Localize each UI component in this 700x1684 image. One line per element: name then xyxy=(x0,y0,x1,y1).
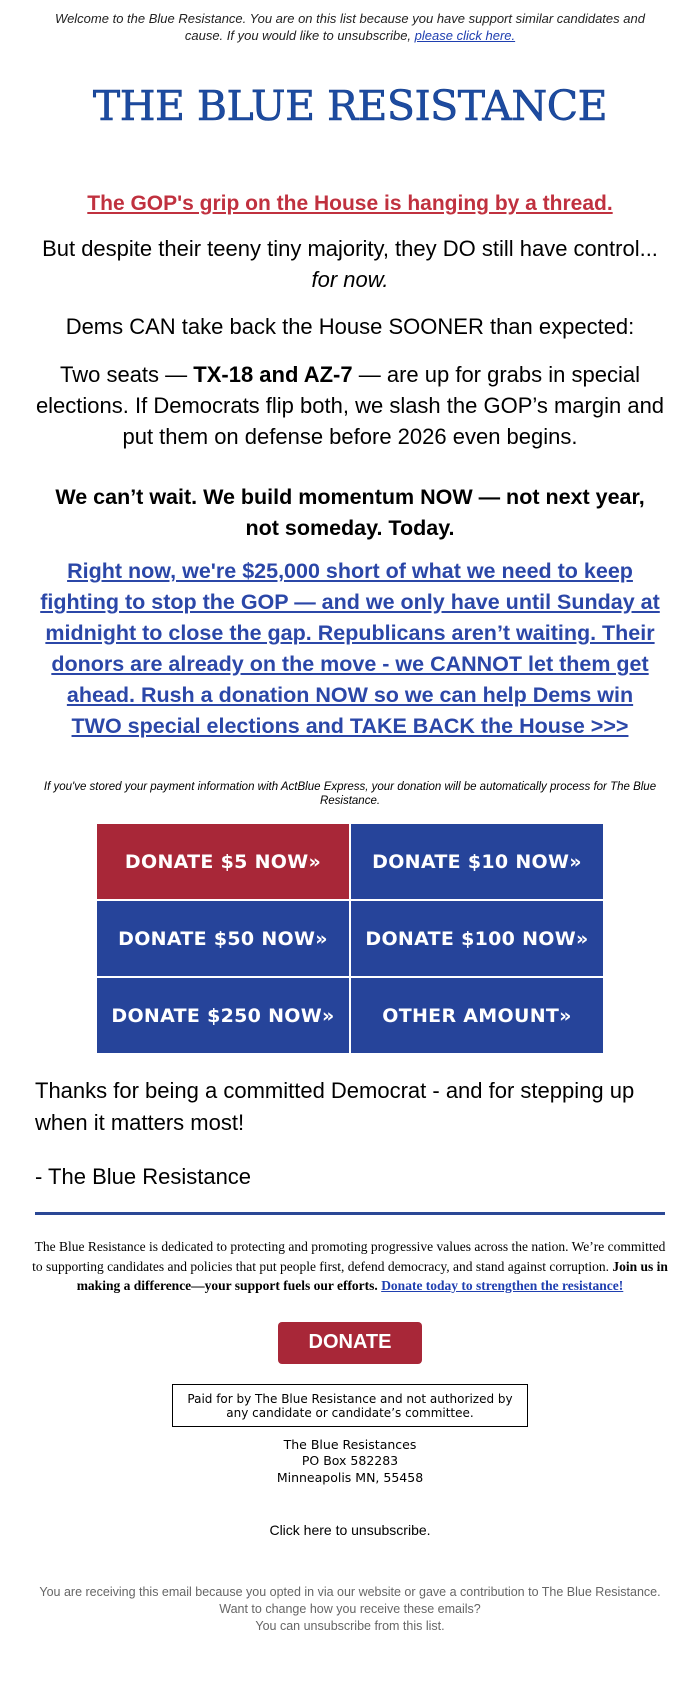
signature: - The Blue Resistance xyxy=(35,1164,252,1189)
paragraph-control-italic: for now. xyxy=(311,267,389,292)
call-to-action-text: We can’t wait. We build momentum NOW — not next year, not someday. Today. xyxy=(55,485,645,540)
donate-50-button[interactable]: DONATE $50 NOW» xyxy=(97,901,349,976)
address-line-3: Minneapolis MN, 55458 xyxy=(276,1469,424,1485)
divider xyxy=(35,1212,665,1215)
paragraph-control-main: But despite their teeny tiny majority, they DO still have control... xyxy=(42,236,658,261)
donate-10-button[interactable]: DONATE $10 NOW» xyxy=(351,824,603,899)
paragraph-control xyxy=(0,233,700,295)
donate-100-button[interactable]: DONATE $100 NOW» xyxy=(351,901,603,976)
mission-donate-link[interactable]: Donate today to strengthen the resistance! xyxy=(381,1278,624,1293)
donate-5-button[interactable]: DONATE $5 NOW» xyxy=(97,824,349,899)
footer-line-2[interactable]: You can unsubscribe from this list. xyxy=(255,1619,445,1633)
address-line-1: The Blue Resistances xyxy=(283,1436,417,1452)
address-line-2: PO Box 582283 xyxy=(301,1453,399,1468)
appeal-link[interactable]: Right now, we're $25,000 short of what we need to keep fighting to stop the GOP — and we only have until Sunday at midnight to close the gap. Republicans aren’t waiting. Their donors are already on the move - we CANNOT let them get ahead. Rush a donation NOW so we can help Dems win TWO special elections and TAKE BACK the House >>> xyxy=(40,559,660,738)
mailing-address xyxy=(0,1437,700,1487)
donate-button-grid xyxy=(97,824,603,1053)
mission-text: The Blue Resistance is dedicated to protecting and promoting progressive values across the nation. We’re committed to supporting candidates and policies that put people first, defend democracy, and stand against corruption. xyxy=(32,1239,666,1274)
donate-button[interactable]: DONATE xyxy=(278,1322,422,1364)
other-amount-button[interactable]: OTHER AMOUNT» xyxy=(351,978,603,1053)
thanks-text: Thanks for being a committed Democrat - and for stepping up when it matters most! xyxy=(35,1078,635,1135)
donate-250-button[interactable]: DONATE $250 NOW» xyxy=(97,978,349,1053)
preheader-text: Welcome to the Blue Resistance. You are on this list because you have support similar candidates and cause. If you would like to unsubscribe, xyxy=(55,11,645,43)
paragraph-seats-after: — are up for grabs in special elections. If Democrats flip both, we slash the GOP’s margin and put them on defense before 2026 even begins. xyxy=(35,362,665,449)
headline: The GOP's grip on the House is hanging by a thread. xyxy=(87,192,613,215)
footer xyxy=(0,1584,700,1635)
footer-line-1: You are receiving this email because you opted in via our website or gave a contribution to The Blue Resistance. Want to change how you receive these emails? xyxy=(39,1585,661,1616)
paragraph-seats-before: Two seats — xyxy=(60,362,194,387)
paragraph-seats-bold: TX-18 and AZ-7 xyxy=(193,362,353,387)
logo: THE BLUE RESISTANCE xyxy=(92,82,608,130)
paragraph-dems: Dems CAN take back the House SOONER than expected: xyxy=(65,314,635,339)
paid-for-disclaimer: Paid for by The Blue Resistance and not authorized by any candidate or candidate’s committee. xyxy=(172,1384,528,1427)
paragraph-seats xyxy=(0,359,700,452)
unsubscribe-link[interactable]: Click here to unsubscribe. xyxy=(269,1522,431,1538)
preheader xyxy=(0,0,700,44)
mission-statement xyxy=(0,1237,700,1296)
preheader-unsubscribe-link[interactable]: please click here. xyxy=(414,28,516,43)
mission-bold: Join us in making a difference—your support fuels our efforts. xyxy=(76,1258,668,1293)
actblue-note: If you've stored your payment information with ActBlue Express, your donation will be automatically process for The Blue Resistance. xyxy=(43,781,657,807)
